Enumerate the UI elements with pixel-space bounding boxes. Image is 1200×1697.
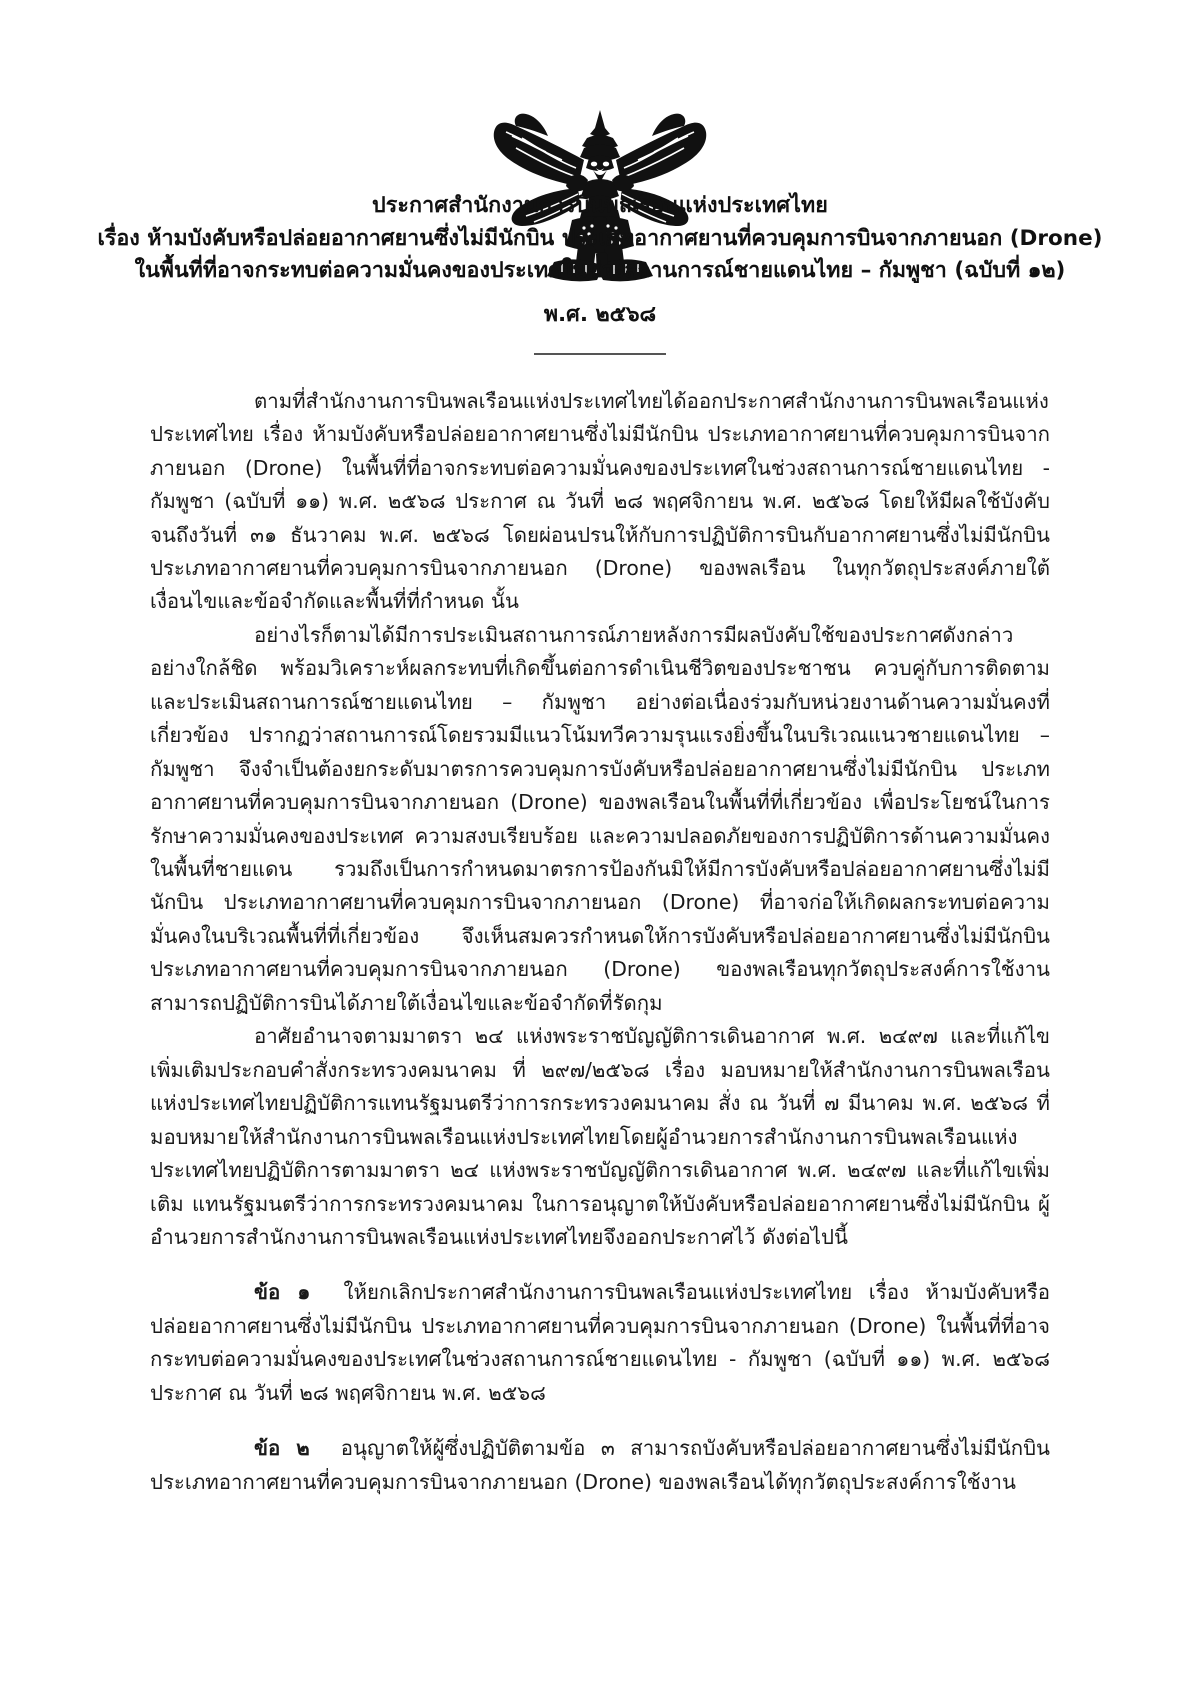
horizontal-rule-divider: [534, 353, 666, 355]
paragraph-preamble-1: ตามที่สำนักงานการบินพลเรือนแห่งประเทศไทยได้ออกประกาศสำนักงานการบินพลเรือนแห่งประเทศไทย เรื่อง ห้ามบังคับหรือปล่อยอากาศยานซึ่งไม่มีนักบิน ประเภทอากาศยานที่ควบคุมการบินจากภายนอก (Drone) ในพื้นที่ที่อาจกระทบต่อความมั่นคงของประเทศในช่วงสถานการณ์ชายแดนไทย - กัมพูชา (ฉบับที่ ๑๑) พ.ศ. ๒๕๖๘ ประกาศ ณ วันที่ ๒๘ พฤศจิกายน พ.ศ. ๒๕๖๘ โดยให้มีผลใช้บังคับจนถึงวันที่ ๓๑ ธันวาคม พ.ศ. ๒๕๖๘ โดยผ่อนปรนให้กับการปฏิบัติการบินกับอากาศยานซึ่งไม่มีนักบิน ประเภทอากาศยานที่ควบคุมการบินจากภายนอก (Drone) ของพลเรือน ในทุกวัตถุประสงค์ภายใต้เงื่อนไขและข้อจำกัดและพื้นที่ที่กำหนด นั้น: [150, 388, 1050, 614]
title-block: [0, 190, 1200, 332]
paragraph-preamble-2: อย่างไรก็ตามได้มีการประเมินสถานการณ์ภายหลังการมีผลบังคับใช้ของประกาศดังกล่าวอย่างใกล้ชิด พร้อมวิเคราะห์ผลกระทบที่เกิดขึ้นต่อการดำเนินชีวิตของประชาชน ควบคู่กับการติดตามและประเมินสถานการณ์ชายแดนไทย – กัมพูชา อย่างต่อเนื่องร่วมกับหน่วยงานด้านความมั่นคงที่เกี่ยวข้อง ปรากฏว่าสถานการณ์โดยรวมมีแนวโน้มทวีความรุนแรงยิ่งขึ้นในบริเวณแนวชายแดนไทย – กัมพูชา จึงจำเป็นต้องยกระดับมาตรการควบคุมการบังคับหรือปล่อยอากาศยานซึ่งไม่มีนักบิน ประเภทอากาศยานที่ควบคุมการบินจากภายนอก (Drone) ของพลเรือนในพื้นที่ที่เกี่ยวข้อง เพื่อประโยชน์ในการรักษาความมั่นคงของประเทศ ความสงบเรียบร้อย และความปลอดภัยของการปฏิบัติการด้านความมั่นคงในพื้นที่ชายแดน รวมถึงเป็นการกำหนดมาตรการป้องกันมิให้มีการบังคับหรือปล่อยอากาศยานซึ่งไม่มีนักบิน ประเภทอากาศยานที่ควบคุมการบินจากภายนอก (Drone) ที่อาจก่อให้เกิดผลกระทบต่อความมั่นคงในบริเวณพื้นที่ที่เกี่ยวข้อง จึงเห็นสมควรกำหนดให้การบังคับหรือปล่อยอากาศยานซึ่งไม่มีนักบิน ประเภทอากาศยานที่ควบคุมการบินจากภายนอก (Drone) ของพลเรือนทุกวัตถุประสงค์การใช้งานสามารถปฏิบัติการบินได้ภายใต้เงื่อนไขและข้อจำกัดที่รัดกุม: [150, 622, 1050, 1015]
divider-container: [0, 332, 1200, 355]
subject-line-1: เรื่อง ห้ามบังคับหรือปล่อยอากาศยานซึ่งไม่มีนักบิน ประเภทอากาศยานที่ควบคุมการบินจากภายนอก (Drone): [97, 225, 1103, 251]
clause-2: [150, 1432, 1050, 1499]
clause-1-text-spacer: [310, 1280, 343, 1304]
subject-line-2: ในพื้นที่ที่อาจกระทบต่อความมั่นคงของประเทศในช่วงสถานการณ์ชายแดนไทย – กัมพูชา (ฉบับที่ ๑๒): [134, 258, 1066, 284]
clause-1: [150, 1276, 1050, 1410]
year-line: พ.ศ. ๒๕๖๘: [543, 302, 657, 328]
clause-2-text-spacer: [310, 1436, 341, 1460]
document-body: [0, 355, 1200, 1500]
clause-1-text: ให้ยกเลิกประกาศสำนักงานการบินพลเรือนแห่งประเทศไทย เรื่อง ห้ามบังคับหรือปล่อยอากาศยานซึ่งไม่มีนักบิน ประเภทอากาศยานที่ควบคุมการบินจากภายนอก (Drone) ในพื้นที่ที่อาจกระทบต่อความมั่นคงของประเทศในช่วงสถานการณ์ชายแดนไทย - กัมพูชา (ฉบับที่ ๑๑) พ.ศ. ๒๕๖๘ ประกาศ ณ วันที่ ๒๘ พฤศจิกายน พ.ศ. ๒๕๖๘: [150, 1280, 1050, 1405]
clause-2-label: ข้อ ๒: [254, 1436, 310, 1461]
paragraph-preamble-3: อาศัยอำนาจตามมาตรา ๒๔ แห่งพระราชบัญญัติการเดินอากาศ พ.ศ. ๒๔๙๗ และที่แก้ไขเพิ่มเติมประกอบคำสั่งกระทรวงคมนาคม ที่ ๒๙๗/๒๕๖๘ เรื่อง มอบหมายให้สำนักงานการบินพลเรือนแห่งประเทศไทยปฏิบัติการแทนรัฐมนตรีว่าการกระทรวงคมนาคม สั่ง ณ วันที่ ๗ มีนาคม พ.ศ. ๒๕๖๘ ที่มอบหมายให้สำนักงานการบินพลเรือนแห่งประเทศไทยโดยผู้อำนวยการสำนักงานการบินพลเรือนแห่งประเทศไทยปฏิบัติการตามมาตรา ๒๔ แห่งพระราชบัญญัติการเดินอากาศ พ.ศ. ๒๔๙๗ และที่แก้ไขเพิ่มเติม แทนรัฐมนตรีว่าการกระทรวงคมนาคม ในการอนุญาตให้บังคับหรือปล่อยอากาศยานซึ่งไม่มีนักบิน ผู้อำนวยการสำนักงานการบินพลเรือนแห่งประเทศไทยจึงออกประกาศไว้ ดังต่อไปนี้: [150, 1024, 1050, 1250]
emblem-container: [0, 0, 1200, 190]
page-title: ประกาศสำนักงานการบินพลเรือนแห่งประเทศไทย: [371, 193, 829, 218]
clause-1-label: ข้อ ๑: [254, 1280, 311, 1305]
clause-2-text: อนุญาตให้ผู้ซึ่งปฏิบัติตามข้อ ๓ สามารถบังคับหรือปล่อยอากาศยานซึ่งไม่มีนักบิน ประเภทอากาศยานที่ควบคุมการบินจากภายนอก (Drone) ของพลเรือนได้ทุกวัตถุประสงค์การใช้งาน: [150, 1436, 1050, 1494]
